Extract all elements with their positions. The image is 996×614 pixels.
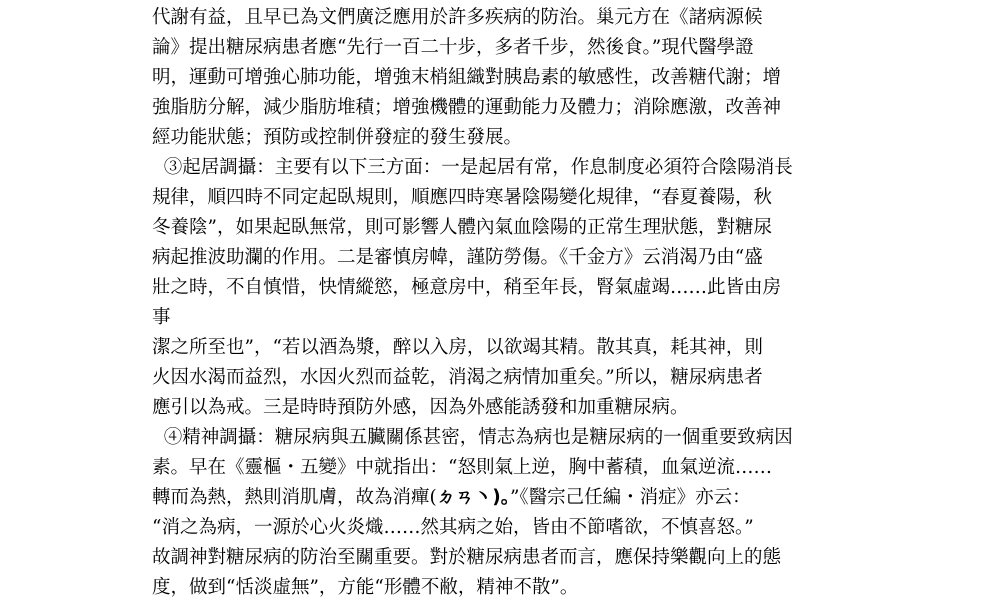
text-line: 論》提出糖尿病患者應“先行一百二十步，多者千步，然後食。”現代醫學證 [152, 37, 754, 58]
text-line: 壯之時，不自慎惜，快情縱慾，極意房中，稍至年長，腎氣虛竭……此皆由房 [152, 277, 782, 298]
text-line: 素。早在《靈樞・五變》中就指出：“怒則氣上逆，胸中蓄積，血氣逆流…… [152, 457, 772, 478]
line-text-before: 轉而為熱，熱則消肌膚，故為消癉( [152, 487, 437, 508]
text-line: 病起推波助瀾的作用。二是審慎房幃，謹防勞傷。《千金方》云消渴乃由“盛 [152, 247, 763, 268]
text-line: 規律，順四時不同定起臥規則，順應四時寒暑陰陽變化規律，“春夏養陽，秋 [152, 187, 772, 208]
text-line: 事 [152, 307, 171, 328]
text-line: 代謝有益，且早已為文們廣泛應用於許多疾病的防治。巢元方在《諸病源候 [152, 7, 763, 28]
text-line: 火因水渴而益烈，水因火烈而益乾，消渴之病情加重矣。”所以，糖尿病患者 [152, 367, 763, 388]
text-line: ③起居調攝：主要有以下三方面：一是起居有常，作息制度必須符合陰陽消長 [152, 157, 793, 178]
document-body [152, 3, 852, 603]
text-line: ④精神調攝：糖尿病與五臟關係甚密，情志為病也是糖尿病的一個重要致病因 [152, 427, 793, 448]
text-line: 故調神對糖尿病的防治至關重要。對於糖尿病患者而言，應保持樂觀向上的態 [152, 547, 782, 568]
text-line: 度，做到“恬淡虛無”，方能“形體不敝，精神不散”。 [152, 577, 579, 598]
text-line: “消之為病，一源於心火炎熾……然其病之始，皆由不節嗜欲，不慎喜怒。” [152, 517, 754, 538]
text-line-with-bopomofo [152, 483, 852, 513]
text-line: 經功能狀態；預防或控制併發症的發生發展。 [152, 127, 523, 148]
text-line: 冬養陰”，如果起臥無常，則可影響人體內氣血陰陽的正常生理狀態，對糖尿 [152, 217, 772, 238]
text-line: 明，運動可增強心肺功能，增強末梢組織對胰島素的敏感性，改善糖代謝；增 [152, 67, 782, 88]
text-line: 強脂肪分解，減少脂肪堆積；增強機體的運動能力及體力；消除應激，改善神 [152, 97, 782, 118]
bopomofo-annotation: ㄉㄢ丶)。 [436, 487, 510, 508]
text-line: 應引以為戒。三是時時預防外感，因為外感能誘發和加重糖尿病。 [152, 397, 689, 418]
line-text-after: ”《醫宗己任編・消症》亦云： [509, 487, 751, 508]
text-line: 潔之所至也”，“若以酒為漿，醉以入房，以欲竭其精。散其真，耗其神，則 [152, 337, 763, 358]
